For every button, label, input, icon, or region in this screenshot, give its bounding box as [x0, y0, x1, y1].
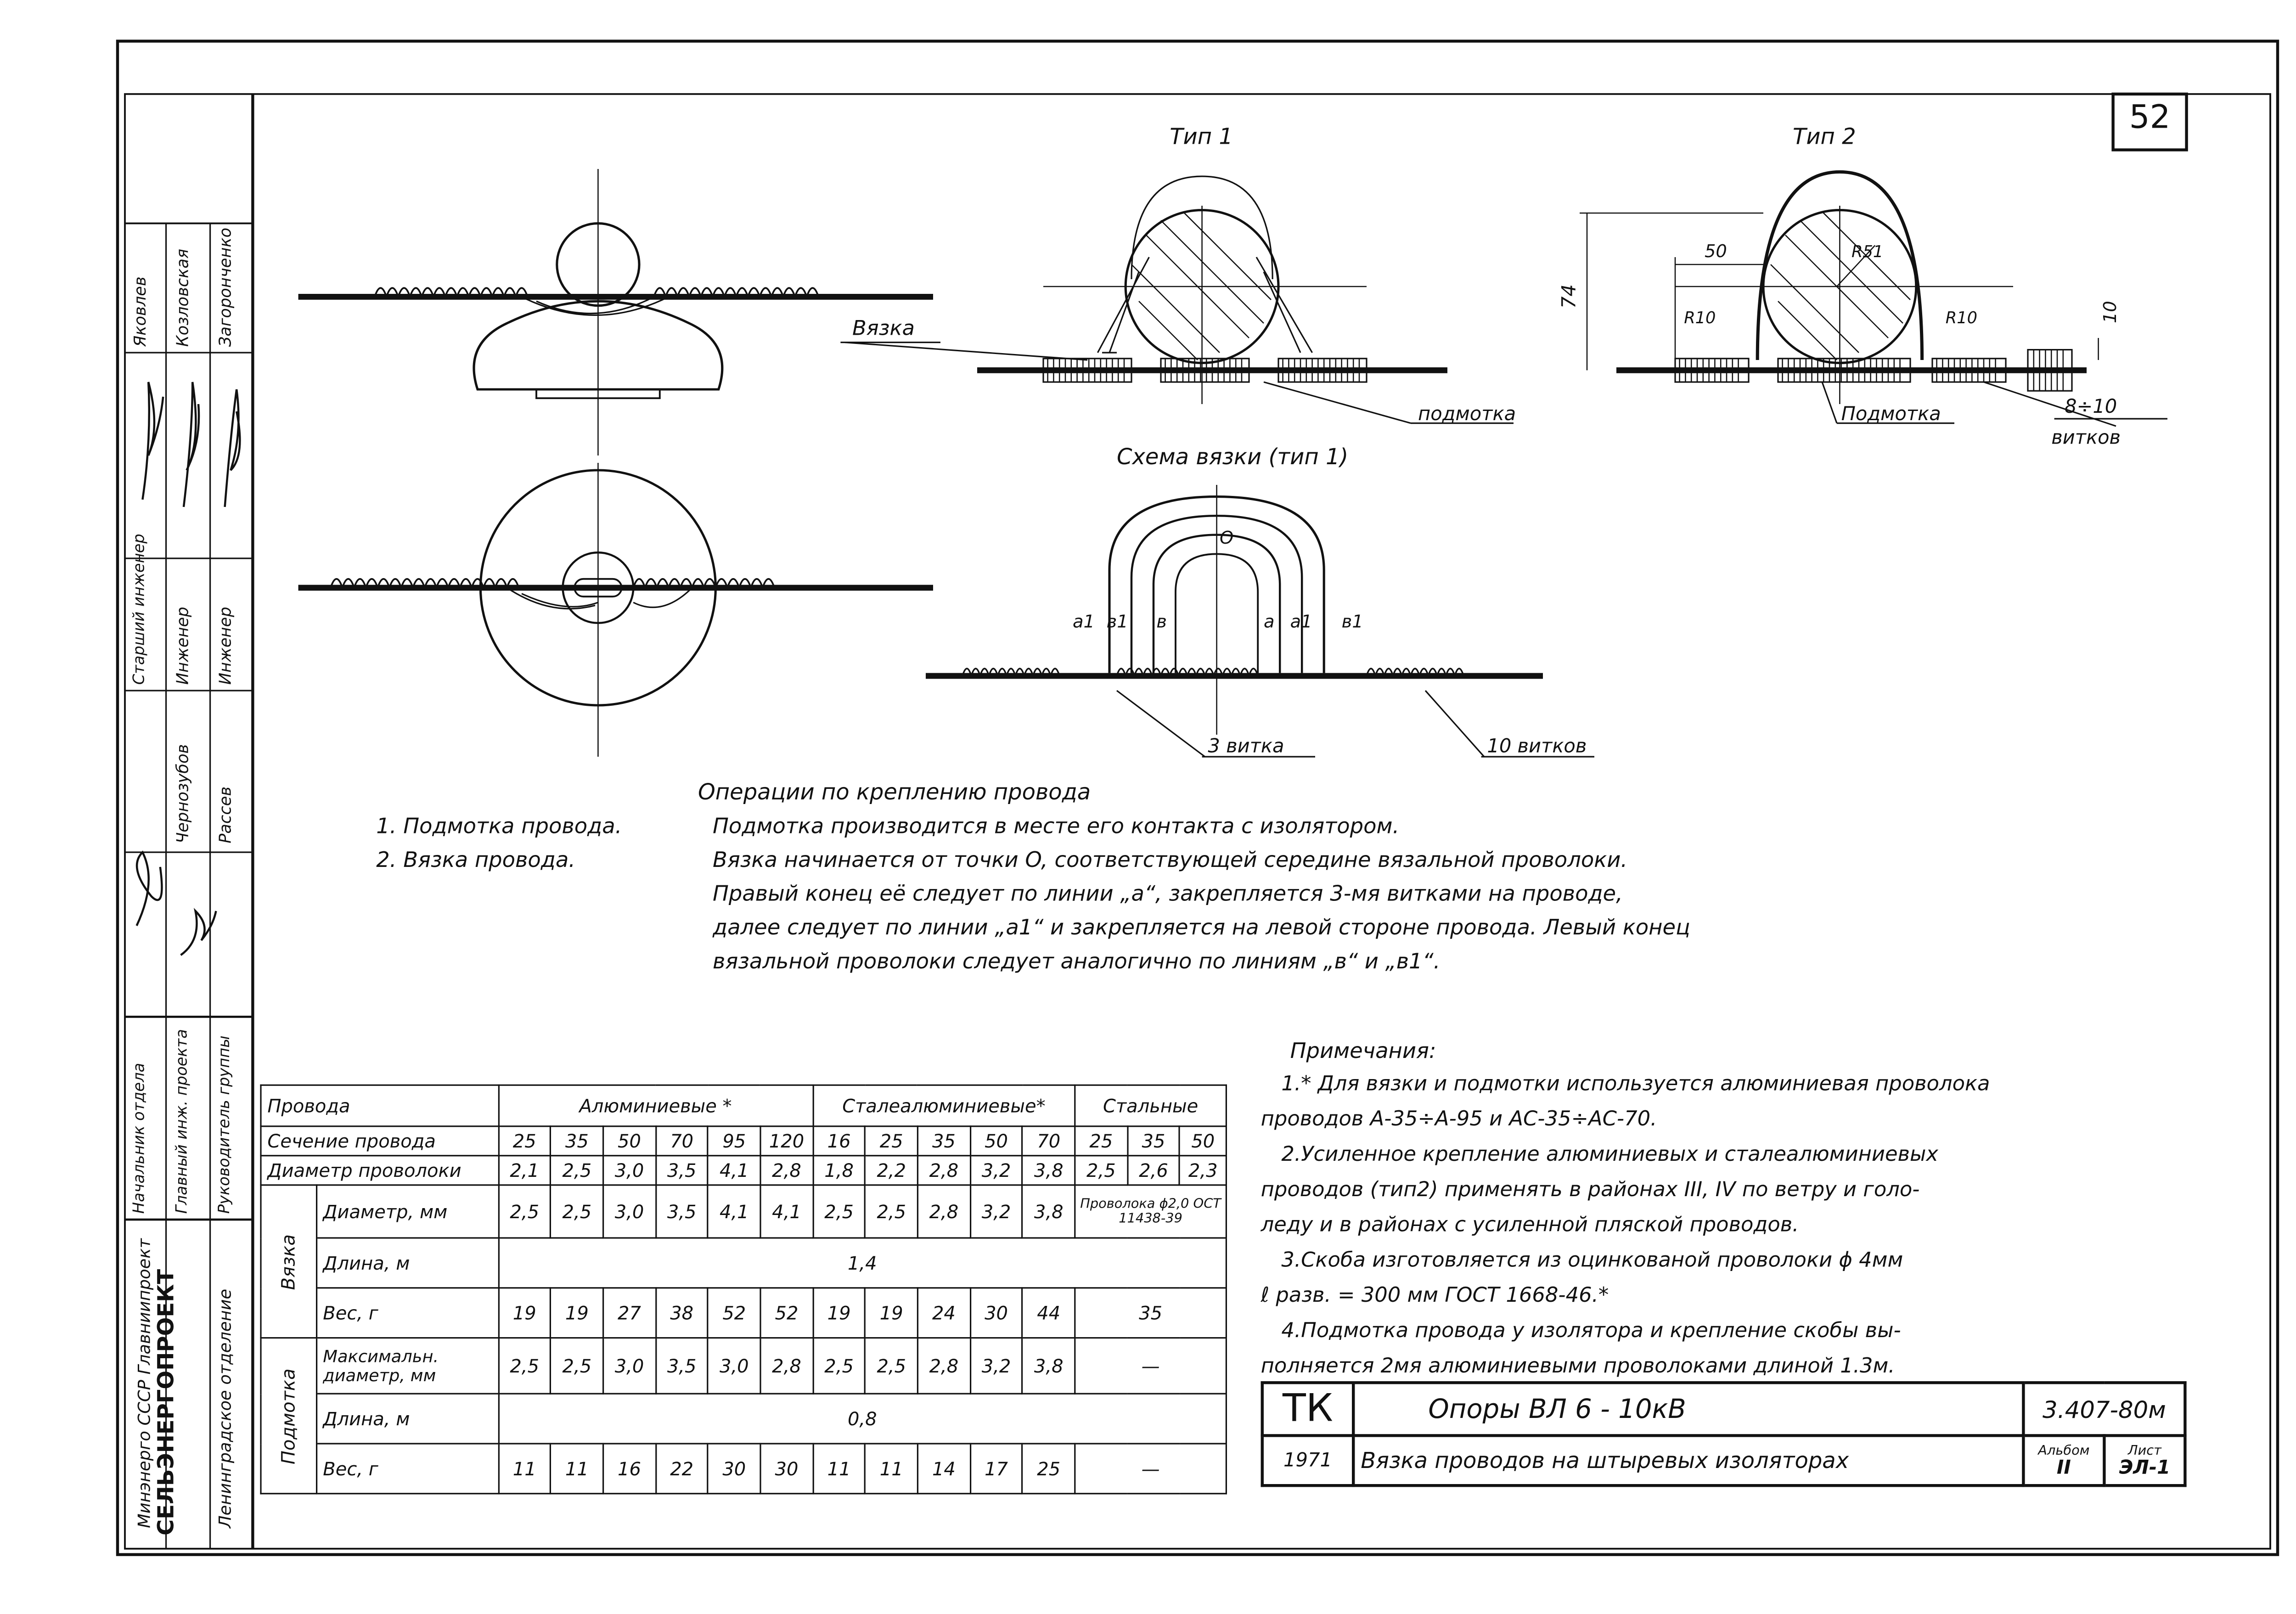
- cell: 3,0: [603, 1338, 655, 1394]
- cell: 19: [813, 1288, 865, 1338]
- cell: 35: [1127, 1126, 1180, 1156]
- label-8-10: 8÷10: [2065, 395, 2117, 418]
- cell: 2,5: [1075, 1156, 1127, 1185]
- point-o: O: [1220, 528, 1234, 548]
- cell: 2,5: [865, 1185, 917, 1238]
- cell: 30: [970, 1288, 1023, 1338]
- cell: 2,8: [917, 1156, 970, 1185]
- cell: 3,8: [1023, 1338, 1075, 1394]
- cell: 120: [760, 1126, 813, 1156]
- dim-50: 50: [1705, 241, 1727, 262]
- header-steel-aluminum: Сталеалюминиевые*: [813, 1085, 1075, 1126]
- dim-74: 74: [1557, 284, 1580, 309]
- operation-2-label: 2. Вязка провода.: [376, 849, 576, 873]
- cell: 50: [1180, 1126, 1226, 1156]
- stamp-role-2: Главный инж. проекта: [173, 1029, 191, 1214]
- note-line-5: леду и в районах с усиленной пляской проводов.: [1261, 1214, 1799, 1237]
- operation-cont-2: далее следует по линии „a1“ и закрепляется на левой стороне провода. Левый конец: [713, 917, 1690, 940]
- row-vyazka-dlina: [261, 1238, 1226, 1288]
- scheme-label-a1-left: a1: [1073, 611, 1095, 632]
- cell: 2,5: [498, 1185, 551, 1238]
- dim-r10-right: R10: [1945, 309, 1978, 327]
- cell: 50: [970, 1126, 1023, 1156]
- note-line-1: 1.* Для вязки и подмотки используется алюминиевая проволока: [1281, 1073, 1990, 1097]
- cell: 3,5: [656, 1156, 708, 1185]
- album-label: Альбом: [2038, 1444, 2090, 1459]
- scheme-title: Схема вязки (тип 1): [1117, 444, 1349, 470]
- stamp-institute: СЕЛЬЭНЕРГОПРОЕКТ: [152, 1269, 180, 1535]
- cell: 2,5: [813, 1338, 865, 1394]
- stamp-name-top-3: Загоронченко: [216, 227, 235, 347]
- note-line-6: 3.Скоба изготовляется из оцинкованой проволоки ϕ 4мм: [1281, 1249, 1903, 1273]
- cell: 95: [708, 1126, 760, 1156]
- cell: 24: [917, 1288, 970, 1338]
- cell: 2,5: [865, 1338, 917, 1394]
- cell: 52: [708, 1288, 760, 1338]
- type2-title: Тип 2: [1793, 124, 1856, 150]
- podmotka-max-diam-steel: —: [1075, 1338, 1227, 1394]
- cell: 30: [760, 1444, 813, 1494]
- cell: 25: [1075, 1126, 1127, 1156]
- label-podmotka: Подмотка: [1841, 402, 1941, 425]
- cell: 4,1: [708, 1185, 760, 1238]
- cell: 2,5: [551, 1156, 603, 1185]
- cell: 25: [498, 1126, 551, 1156]
- scheme-label-a: a: [1264, 611, 1275, 632]
- cell: 25: [1023, 1444, 1075, 1494]
- stamp-role-1: Начальник отдела: [130, 1063, 149, 1214]
- operation-cont-1: Правый конец её следует по линии „a“, закрепляется 3-мя витками на проводе,: [713, 883, 1623, 907]
- label-vitkov: витков: [2051, 426, 2121, 449]
- title-main: Опоры ВЛ 6 - 10кВ: [1353, 1383, 2023, 1435]
- label-3-vitka: 3 витка: [1208, 734, 1284, 757]
- stamp-branch: Ленинградское отделение: [214, 1288, 235, 1528]
- dim-r51: R51: [1851, 242, 1884, 261]
- operations-title: Операции по креплению провода: [698, 779, 1091, 805]
- cell: 2,5: [551, 1185, 603, 1238]
- cell: 11: [865, 1444, 917, 1494]
- cell: 3,0: [708, 1338, 760, 1394]
- operation-2-text: Вязка начинается от точки O, соответствующей середине вязальной проволоки.: [713, 849, 1628, 873]
- cell: 2,6: [1127, 1156, 1180, 1185]
- dim-r10-left: R10: [1684, 309, 1716, 327]
- cell: 44: [1023, 1288, 1075, 1338]
- cell: 2,5: [813, 1185, 865, 1238]
- binding-diagrams: [823, 118, 2234, 779]
- side-podmotka: Подмотка: [261, 1338, 316, 1494]
- cell: 4,1: [708, 1156, 760, 1185]
- cell: 3,2: [970, 1156, 1023, 1185]
- cell: 30: [708, 1444, 760, 1494]
- operation-cont-3: вязальной проволоки следует аналогично по линиям „в“ и „в1“.: [713, 950, 1441, 974]
- cell: 38: [656, 1288, 708, 1338]
- cell: 3,0: [603, 1185, 655, 1238]
- stamp-role-top-2: Инженер: [173, 607, 193, 685]
- title-doc-number: 3.407-80м: [2023, 1383, 2185, 1435]
- row-vyazka-diametr-label: Диаметр, мм: [316, 1185, 498, 1238]
- cell: 3,2: [970, 1338, 1023, 1394]
- row-podmotka-ves: [261, 1444, 1226, 1494]
- cell: 17: [970, 1444, 1023, 1494]
- stamp-role-top-3: Инженер: [216, 607, 235, 685]
- cell: 11: [551, 1444, 603, 1494]
- scheme-label-v: в: [1156, 611, 1167, 632]
- vyazka-steel-note: Проволока ϕ2,0 ОСТ 11438-39: [1075, 1185, 1227, 1238]
- cell: 2,8: [760, 1338, 813, 1394]
- row-sechenie-label: Сечение провода: [261, 1126, 498, 1156]
- label-podmotka-small: подмотка: [1418, 402, 1516, 425]
- cell: 2,2: [865, 1156, 917, 1185]
- cell: 35: [551, 1126, 603, 1156]
- operation-1-text: Подмотка производится в месте его контакта с изолятором.: [713, 815, 1400, 839]
- album-value: II: [2056, 1457, 2071, 1480]
- cell: 70: [1023, 1126, 1075, 1156]
- cell: 2,5: [551, 1338, 603, 1394]
- cell: 2,1: [498, 1156, 551, 1185]
- header-steel: Стальные: [1075, 1085, 1227, 1126]
- vyazka-ves-steel: 35: [1075, 1288, 1227, 1338]
- row-podmotka-dlina-label: Длина, м: [316, 1394, 498, 1444]
- sheet-number: 52: [2129, 100, 2171, 137]
- row-diam-provoloki: [261, 1156, 1226, 1185]
- cell: 70: [656, 1126, 708, 1156]
- cell: 3,8: [1023, 1156, 1075, 1185]
- stamp-role-top-1: Старший инженер: [130, 534, 149, 685]
- cell: 16: [813, 1126, 865, 1156]
- side-vyazka: Вязка: [261, 1185, 316, 1338]
- sheet-value: ЭЛ-1: [2119, 1457, 2171, 1480]
- cell: 2,5: [498, 1338, 551, 1394]
- note-line-4: проводов (тип2) применять в районах III, IV по ветру и голо-: [1261, 1178, 1920, 1202]
- cell: 2,8: [760, 1156, 813, 1185]
- scheme-label-v1-left: в1: [1106, 611, 1128, 632]
- cell: 25: [865, 1126, 917, 1156]
- title-code: ТК: [1262, 1383, 1353, 1435]
- wire-table: [260, 1085, 1227, 1495]
- note-line-2: проводов А-35÷А-95 и АС-35÷АС-70.: [1261, 1108, 1657, 1131]
- row-podmotka-max-diam: [261, 1338, 1226, 1394]
- cell: 35: [917, 1126, 970, 1156]
- cell: 3,5: [656, 1338, 708, 1394]
- row-vyazka-dlina-label: Длина, м: [316, 1238, 498, 1288]
- cell: 14: [917, 1444, 970, 1494]
- row-podmotka-max-diam-label: Максимальн. диаметр, мм: [316, 1338, 498, 1394]
- label-10-vitkov: 10 витков: [1487, 734, 1587, 757]
- note-line-7: ℓ разв. = 300 мм ГОСТ 1668-46.*: [1261, 1284, 1609, 1308]
- note-line-8: 4.Подмотка провода у изолятора и крепление скобы вы-: [1281, 1319, 1901, 1343]
- cell: 11: [813, 1444, 865, 1494]
- stamp-name-top-2: Козловская: [173, 248, 193, 347]
- row-diam-provoloki-label: Диаметр проволоки: [261, 1156, 498, 1185]
- stamp-name-left-1: Чернозубов: [173, 744, 193, 844]
- notes-title: Примечания:: [1290, 1040, 1436, 1064]
- cell: 4,1: [760, 1185, 813, 1238]
- title-sheet: [2104, 1435, 2185, 1485]
- stamp-role-3: Руководитель группы: [216, 1035, 234, 1214]
- sheet-label: Лист: [2127, 1444, 2161, 1459]
- row-vyazka-diametr: [261, 1185, 1226, 1238]
- stamp-name-top-1: Яковлев: [130, 276, 150, 347]
- cell: 27: [603, 1288, 655, 1338]
- dim-10: 10: [2100, 301, 2121, 323]
- cell: 19: [498, 1288, 551, 1338]
- title-album: [2023, 1435, 2104, 1485]
- podmotka-dlina-value: 0,8: [498, 1394, 1226, 1444]
- vyazka-dlina-value: 1,4: [498, 1238, 1226, 1288]
- scheme-label-v1-right: в1: [1341, 611, 1363, 632]
- row-podmotka-ves-label: Вес, г: [316, 1444, 498, 1494]
- stamp-ministry: Минэнерго СССР Главниипроект: [134, 1238, 154, 1528]
- cell: 2,8: [917, 1338, 970, 1394]
- header-provoda: Провода: [261, 1085, 498, 1126]
- title-year: 1971: [1262, 1435, 1353, 1485]
- podmotka-ves-steel: —: [1075, 1444, 1227, 1494]
- cell: 3,0: [603, 1156, 655, 1185]
- cell: 50: [603, 1126, 655, 1156]
- stamp-name-left-2: Рассев: [216, 786, 235, 844]
- cell: 3,2: [970, 1185, 1023, 1238]
- row-sechenie: [261, 1126, 1226, 1156]
- cell: 3,8: [1023, 1185, 1075, 1238]
- cell: 16: [603, 1444, 655, 1494]
- cell: 2,3: [1180, 1156, 1226, 1185]
- scheme-label-a1-right: a1: [1290, 611, 1312, 632]
- cell: 22: [656, 1444, 708, 1494]
- stamp-signatures: [125, 353, 253, 999]
- cell: 52: [760, 1288, 813, 1338]
- note-line-9: полняется 2мя алюминиевыми проволоками длиной 1.3м.: [1261, 1355, 1895, 1378]
- type1-title: Тип 1: [1170, 124, 1233, 150]
- operation-1-label: 1. Подмотка провода.: [376, 815, 622, 839]
- title-block: [1261, 1381, 2187, 1487]
- note-line-3: 2.Усиленное крепление алюминиевых и сталеалюминиевых: [1281, 1143, 1938, 1167]
- row-vyazka-ves: [261, 1288, 1226, 1338]
- cell: 3,5: [656, 1185, 708, 1238]
- cell: 19: [865, 1288, 917, 1338]
- row-vyazka-ves-label: Вес, г: [316, 1288, 498, 1338]
- header-aluminum: Алюминиевые *: [498, 1085, 813, 1126]
- cell: 19: [551, 1288, 603, 1338]
- cell: 1,8: [813, 1156, 865, 1185]
- cell: 2,8: [917, 1185, 970, 1238]
- cell: 11: [498, 1444, 551, 1494]
- row-podmotka-dlina: [261, 1394, 1226, 1444]
- title-subtitle: Вязка проводов на штыревых изоляторах: [1353, 1435, 2023, 1485]
- label-vyazka: Вязка: [852, 315, 915, 340]
